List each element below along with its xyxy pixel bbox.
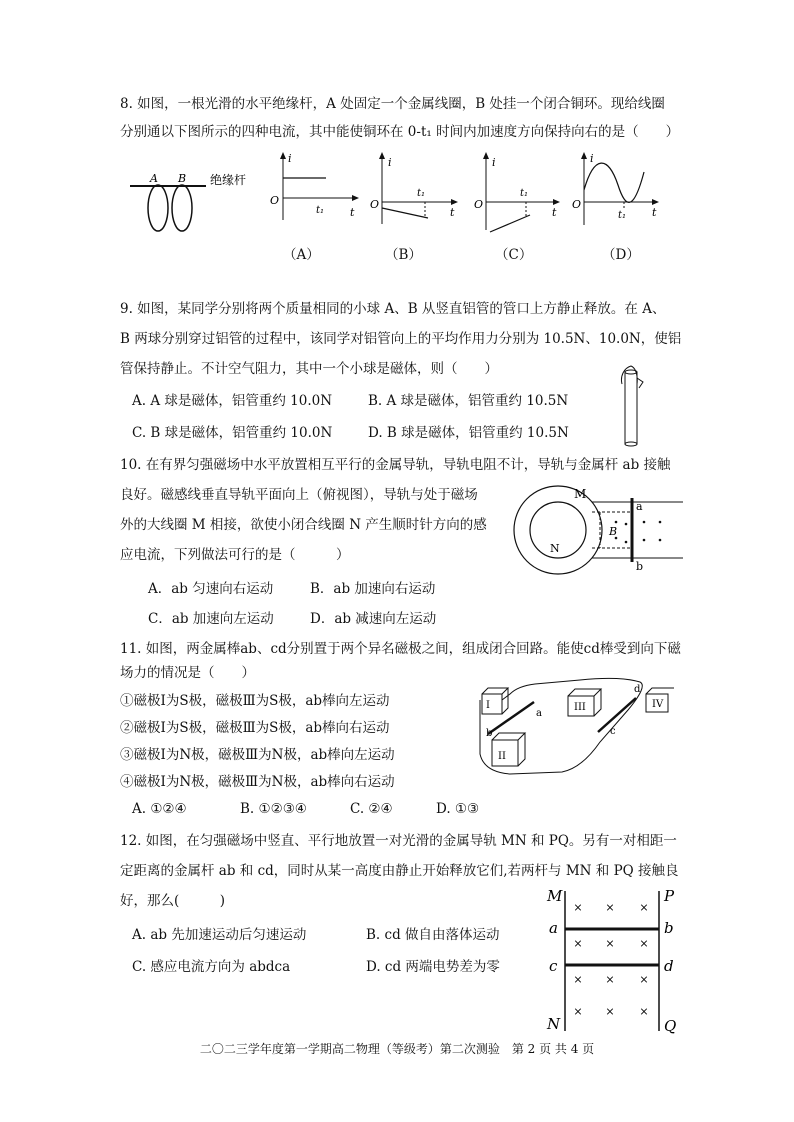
svg-text:t: t [350,206,355,219]
q8-caption-A: （A） [283,247,320,263]
q10-stem-line3: 外的大线圈 M 相接，欲使小闭合线圈 N 产生顺时针方向的感 [120,517,487,533]
q8-fig-label-A: A [150,172,158,185]
svg-text:×: × [573,937,583,950]
q9-option-D: D. B 球是磁体，铝管重约 10.5N [368,425,569,441]
svg-text:M: M [547,887,563,905]
svg-text:d: d [664,957,674,975]
q11-option-A: A. ①②④ [132,801,187,817]
svg-text:a: a [636,500,643,513]
q9-option-A: A. A 球是磁体，铝管重约 10.0N [132,393,333,409]
q9-option-B: B. A 球是磁体，铝管重约 10.5N [368,393,569,409]
q10-option-A: A．ab 匀速向右运动 [148,581,274,597]
svg-text:c: c [610,726,616,737]
svg-text:N: N [547,1015,561,1033]
svg-text:II: II [498,751,506,762]
svg-text:IV: IV [652,699,664,710]
q8-ring-figure [128,170,258,240]
svg-text:t: t [652,206,657,219]
svg-text:i: i [590,152,594,165]
svg-text:a: a [536,708,542,719]
q8-fig-rod-label: 绝缘杆 [210,173,247,187]
q8-graph-A [268,150,363,230]
q11-stem-line2: 场力的情况是（ ） [120,665,255,681]
svg-text:d: d [634,684,641,695]
svg-text:×: × [639,937,649,950]
q8-graph-D [572,150,667,230]
q8-fig-label-B: B [178,172,187,185]
svg-text:t: t [450,206,455,219]
svg-text:b: b [486,728,493,739]
svg-text:b: b [636,560,644,573]
svg-text:O: O [572,198,582,211]
svg-text:t₁: t₁ [417,188,426,199]
svg-text:×: × [573,973,583,986]
svg-text:×: × [605,1005,615,1018]
q9-stem-line1: 9. 如图，某同学分别将两个质量相同的小球 A、B 从竖直铝管的管口上方静止释放。在 A、 [120,301,666,317]
q9-tube-figure [618,362,648,448]
svg-text:i: i [492,156,496,169]
q12-stem-line1: 12. 如图，在匀强磁场中竖直、平行地放置一对光滑的金属导轨 MN 和 PQ。另有一对相距一 [120,833,677,849]
q8-graph-C [472,150,567,235]
svg-text:×: × [605,901,615,914]
q8-stem-line1: 8. 如图，一根光滑的水平绝缘杆，A 处固定一个金属线圈，B 处挂一个闭合铜环。现给线圈 [120,96,665,112]
svg-text:B: B [609,525,618,538]
q8-graph-B [370,150,465,230]
q10-stem-line2: 良好。磁感线垂直导轨平面向上（俯视图），导轨与处于磁场 [120,487,478,503]
svg-text:t₁: t₁ [618,210,627,221]
q10-option-C: C．ab 加速向左运动 [148,611,274,627]
svg-text:O: O [270,194,280,207]
svg-text:N: N [550,542,560,555]
q12-stem-line2: 定距离的金属杆 ab 和 cd，同时从某一高度由静止开始释放它们,若两杆与 MN 和 PQ 接触良 [120,863,679,879]
svg-text:a: a [549,919,558,937]
q11-item-3: ③磁极Ⅰ为N极，磁极Ⅲ为N极，ab棒向左运动 [120,747,395,763]
q11-stem-line1: 11. 如图，两金属棒ab、cd分别置于两个异名磁极之间，组成闭合回路。能使cd棒受到向下磁 [120,641,681,657]
q8-caption-B: （B） [385,247,422,263]
svg-text:I: I [486,700,490,711]
page-footer: 二〇二三学年度第一学期高二物理（等级考）第二次测验 第 2 页 共 4 页 [199,1042,595,1056]
svg-text:t₁: t₁ [316,205,325,216]
q12-option-D: D. cd 两端电势差为零 [366,959,500,975]
svg-text:t: t [552,206,557,219]
svg-text:×: × [639,901,649,914]
svg-text:Q: Q [664,1017,677,1035]
svg-text:O: O [370,198,380,211]
q10-coil-figure [508,480,688,580]
svg-text:×: × [605,973,615,986]
q8-caption-C: （C） [495,247,533,263]
q9-stem-line3: 管保持静止。不计空气阻力，其中一个小球是磁体，则（ ） [120,361,498,377]
q10-stem-line4: 应电流，下列做法可行的是（ ） [120,547,350,563]
svg-text:III: III [574,702,586,713]
q11-option-C: C. ②④ [350,801,393,817]
svg-text:O: O [474,198,484,211]
svg-text:b: b [664,919,674,937]
svg-text:i: i [388,156,392,169]
q12-stem-line3: 好，那么( ) [120,893,226,909]
svg-text:×: × [639,1005,649,1018]
svg-text:×: × [605,937,615,950]
q9-option-C: C. B 球是磁体，铝管重约 10.0N [132,425,333,441]
svg-text:c: c [549,957,558,975]
q12-rail-figure [545,885,685,1037]
q11-item-1: ①磁极Ⅰ为S极，磁极Ⅲ为S极，ab棒向左运动 [120,693,390,709]
q11-item-2: ②磁极Ⅰ为S极，磁极Ⅲ为S极，ab棒向右运动 [120,720,390,736]
q11-option-D: D. ①③ [436,801,480,817]
svg-text:×: × [573,1005,583,1018]
q10-option-D: D．ab 减速向左运动 [310,611,437,627]
q12-option-C: C. 感应电流方向为 abdca [132,959,291,975]
q11-magnet-figure [470,672,680,782]
svg-text:×: × [573,901,583,914]
q10-option-B: B．ab 加速向右运动 [310,581,436,597]
q9-stem-line2: B 两球分别穿过铝管的过程中，该同学对铝管向上的平均作用力分别为 10.5N、10.0N，使铝 [120,331,682,347]
svg-text:×: × [639,973,649,986]
q10-stem-line1: 10. 在有界匀强磁场中水平放置相互平行的金属导轨，导轨电阻不计，导轨与金属杆 ab 接触 [120,457,671,473]
q8-caption-D: （D） [602,247,640,263]
q8-stem-line2: 分别通以下图所示的四种电流，其中能使铜环在 0-t₁ 时间内加速度方向保持向右的是（ ） [120,124,680,140]
q12-option-A: A. ab 先加速运动后匀速运动 [132,927,307,943]
q11-item-4: ④磁极Ⅰ为N极，磁极Ⅲ为N极，ab棒向右运动 [120,774,395,790]
svg-text:t₁: t₁ [520,188,529,199]
q11-option-B: B. ①②③④ [240,801,307,817]
svg-text:P: P [664,887,675,905]
svg-text:M: M [574,487,587,501]
q12-option-B: B. cd 做自由落体运动 [366,927,500,943]
svg-text:i: i [288,152,292,165]
